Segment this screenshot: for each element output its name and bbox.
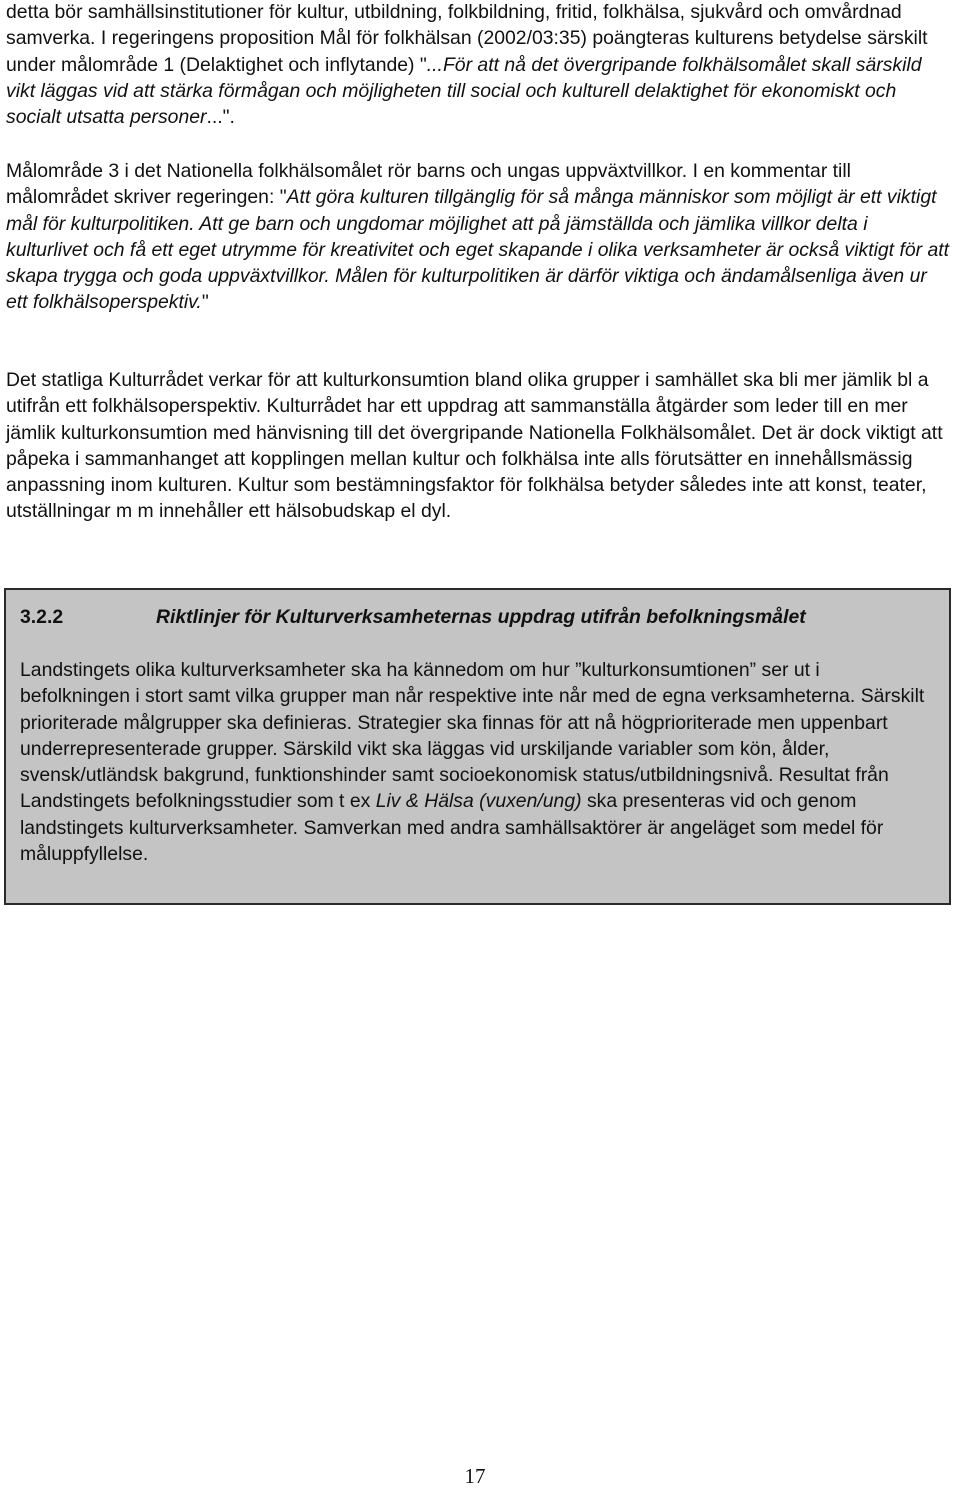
paragraph-kulturradet: Det statliga Kulturrådet verkar för att kulturkonsumtion bland olika grupper i samhället ska bli mer jämlik bl a utifrån ett folkhälsoperspektiv. Kulturrådet har ett uppdrag att sammanställa åtgärder som leder till en mer jämlik kulturkonsumtion med hänvisning till det övergripande Nationella Folkhälsomålet. Det är dock viktigt att påpeka i sammanhanget att kopplingen mellan kultur och folkhälsa inte alls förutsätter en innehållsmässig anpassning inom kulturen. Kultur som bestämningsfaktor för folkhälsa betyder således inte att konst, teater, utställningar m m innehåller ett hälsobudskap el dyl.	[6, 369, 943, 523]
paragraph-text: ...".	[206, 106, 235, 129]
paragraph-malomrade-3	[6, 158, 950, 316]
guideline-text-part: ska presenteras vid och genom landstingets kulturverksamheter. Samverkan med andra samhällsaktörer är angeläget som medel för måluppfyllelse.	[20, 790, 884, 866]
guideline-text-part: Landstingets olika kulturverksamheter ska ha kännedom om hur ”kulturkonsumtionen” ser ut i befolkningen i stort samt vilka grupper man når respektive inte når med de egna verksamheterna. Särskilt prioriterade målgrupper ska definieras. Strategier ska finnas för att nå högprioriterade men uppenbart underrepresenterade grupper. Särskild vikt ska läggas vid urskiljande variabler som kön, ålder, svensk/utländsk bakgrund, funktionshinder samt socioekonomisk status/utbildningsnivå. Resultat från Landstingets befolkningsstudier som t ex	[20, 659, 925, 813]
paragraph-text: detta bör samhällsinstitutioner för kultur, utbildning, folkbildning, fritid, folkhälsa, sjukvård och omvårdnad samverka. I regeringens proposition Mål för folkhälsan (2002/03:35) poängteras kulturens betydelse särskilt under målområde 1 (Delaktighet och inflytande) "	[6, 1, 928, 76]
paragraph-text: "	[201, 291, 209, 314]
quoted-text: Att göra kulturen tillgänglig för så många människor som möjligt är ett viktigt mål för kulturpolitiken. Att ge barn och ungdomar möjlighet att på jämställda och jämlika villkor delta i kulturlivet och få ett eget utrymme för kreativitet och eget skapande i olika verksamheter är också viktigt för att skapa trygga och goda uppväxtvillkor. Målen för kulturpolitiken är därför viktiga och ändamålsenliga även ur ett folkhälsoperspektiv.	[6, 186, 950, 314]
section-title: Riktlinjer för Kulturverksamheternas uppdrag utifrån befolkningsmålet	[156, 606, 806, 628]
guideline-box	[4, 588, 951, 905]
guideline-text	[20, 657, 932, 867]
paragraph-text: Målområde 3 i det Nationella folkhälsomålet rör barns och ungas uppväxtvillkor. I en kommentar till målområdet skriver regeringen: "	[6, 160, 851, 209]
page-number: 17	[464, 1464, 486, 1488]
study-name: Liv & Hälsa (vuxen/ung)	[375, 790, 582, 813]
section-number: 3.2.2	[20, 606, 64, 628]
paragraph-folkhalsa-proposition	[6, 0, 950, 130]
quoted-text: ...För att nå det övergripande folkhälsomålet skall särskild vikt läggas vid att stärka förmågan och möjligheten till social och kulturell delaktighet för ekonomiskt och socialt utsatta personer	[6, 53, 922, 129]
